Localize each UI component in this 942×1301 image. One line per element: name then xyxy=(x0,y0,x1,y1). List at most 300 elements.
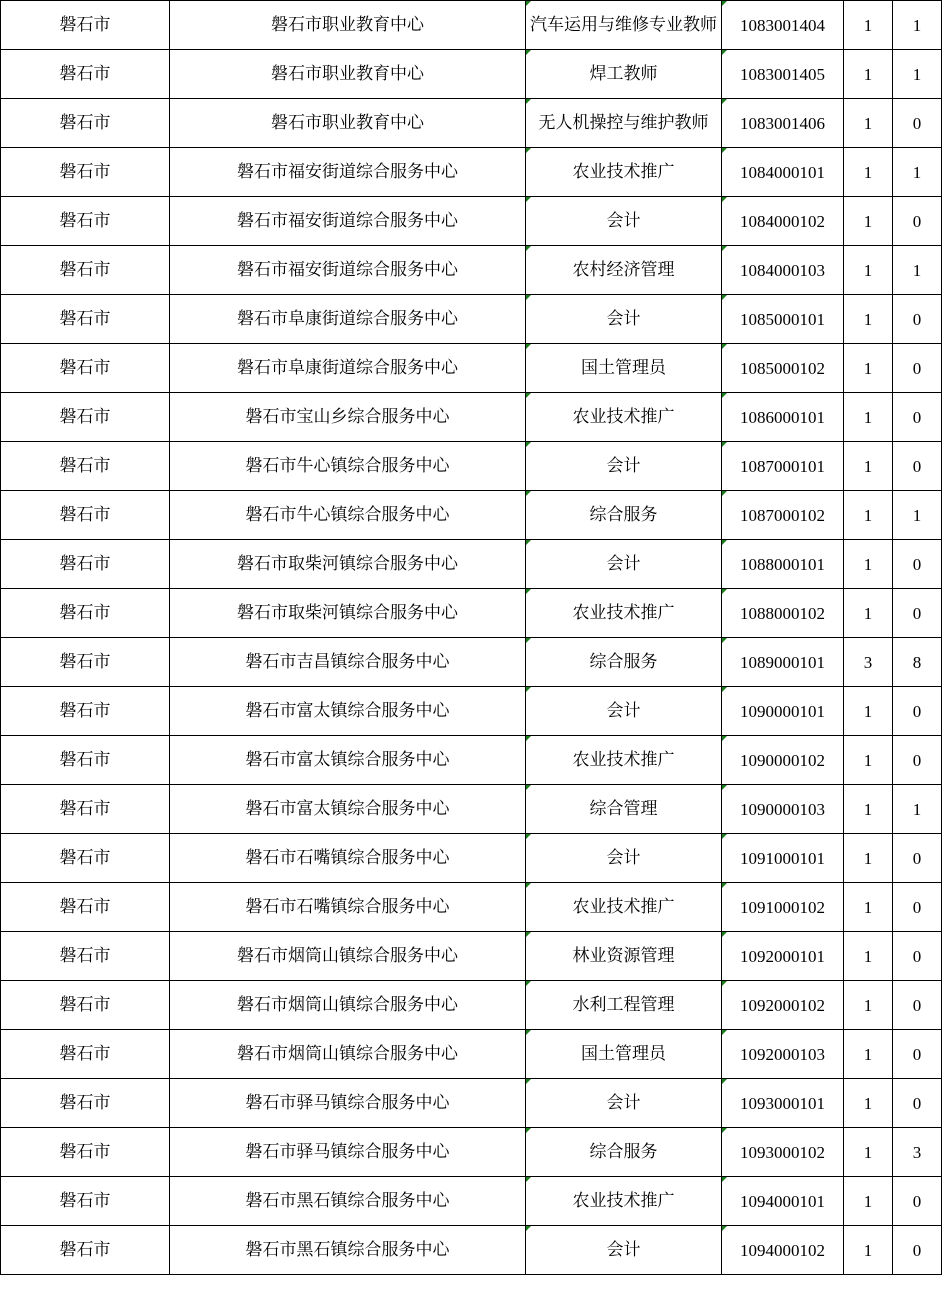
city-cell xyxy=(1,1030,170,1079)
unit-cell xyxy=(170,148,526,197)
position-cell xyxy=(526,834,722,883)
city-cell-text: 磐石市 xyxy=(59,847,111,868)
position-cell xyxy=(526,1,722,50)
cell-indicator-marker xyxy=(722,638,727,643)
plan-count-cell-text: 1 xyxy=(863,113,873,133)
unit-cell xyxy=(170,246,526,295)
city-cell-text: 磐石市 xyxy=(59,504,111,525)
unit-cell-text: 磐石市宝山乡综合服务中心 xyxy=(245,406,450,427)
plan-count-cell xyxy=(844,1177,893,1226)
applicant-count-cell xyxy=(893,99,942,148)
cell-indicator-marker xyxy=(526,197,531,202)
unit-cell xyxy=(170,295,526,344)
unit-cell xyxy=(170,932,526,981)
unit-cell-text: 磐石市富太镇综合服务中心 xyxy=(245,700,450,721)
city-cell xyxy=(1,981,170,1030)
position-cell-text: 综合服务 xyxy=(589,1141,658,1162)
applicant-count-cell-text: 0 xyxy=(912,603,922,623)
applicant-count-cell xyxy=(893,197,942,246)
position-cell-text: 会计 xyxy=(606,1092,641,1113)
cell-indicator-marker xyxy=(722,50,727,55)
unit-cell xyxy=(170,1128,526,1177)
position-code-cell xyxy=(722,1128,844,1177)
plan-count-cell xyxy=(844,1079,893,1128)
city-cell xyxy=(1,638,170,687)
unit-cell-text: 磐石市吉昌镇综合服务中心 xyxy=(245,651,450,672)
position-cell-text: 会计 xyxy=(606,308,641,329)
table-row xyxy=(1,295,942,344)
position-cell-text: 农村经济管理 xyxy=(572,259,675,280)
position-cell xyxy=(526,295,722,344)
city-cell xyxy=(1,50,170,99)
position-code-cell xyxy=(722,785,844,834)
position-cell-text: 综合管理 xyxy=(589,798,658,819)
unit-cell xyxy=(170,50,526,99)
plan-count-cell xyxy=(844,393,893,442)
position-code-cell-text: 1091000102 xyxy=(740,897,825,917)
applicant-count-cell xyxy=(893,1128,942,1177)
cell-indicator-marker xyxy=(526,344,531,349)
position-code-cell-text: 1093000101 xyxy=(740,1093,825,1113)
city-cell xyxy=(1,736,170,785)
position-code-cell-text: 1094000102 xyxy=(740,1240,825,1260)
cell-indicator-marker xyxy=(526,589,531,594)
city-cell-text: 磐石市 xyxy=(59,553,111,574)
position-code-cell xyxy=(722,295,844,344)
cell-indicator-marker xyxy=(526,736,531,741)
applicant-count-cell-text: 0 xyxy=(912,750,922,770)
plan-count-cell-text: 1 xyxy=(863,211,873,231)
city-cell xyxy=(1,1079,170,1128)
table-row xyxy=(1,197,942,246)
unit-cell xyxy=(170,1177,526,1226)
cell-indicator-marker xyxy=(526,1030,531,1035)
position-code-cell xyxy=(722,589,844,638)
position-code-cell-text: 1086000101 xyxy=(740,407,825,427)
position-cell-text: 综合服务 xyxy=(589,504,658,525)
position-code-cell-text: 1087000101 xyxy=(740,456,825,476)
city-cell-text: 磐石市 xyxy=(59,749,111,770)
table-row xyxy=(1,99,942,148)
position-code-cell-text: 1090000101 xyxy=(740,701,825,721)
cell-indicator-marker xyxy=(722,736,727,741)
position-cell-text: 农业技术推广 xyxy=(572,161,675,182)
position-code-cell-text: 1093000102 xyxy=(740,1142,825,1162)
position-code-cell xyxy=(722,50,844,99)
plan-count-cell-text: 1 xyxy=(863,946,873,966)
position-cell xyxy=(526,785,722,834)
applicant-count-cell xyxy=(893,785,942,834)
applicant-count-cell-text: 1 xyxy=(912,260,922,280)
cell-indicator-marker xyxy=(722,99,727,104)
position-code-cell-text: 1092000101 xyxy=(740,946,825,966)
unit-cell-text: 磐石市取柴河镇综合服务中心 xyxy=(237,602,458,623)
city-cell xyxy=(1,99,170,148)
applicant-count-cell-text: 1 xyxy=(912,15,922,35)
city-cell xyxy=(1,1177,170,1226)
applicant-count-cell xyxy=(893,687,942,736)
city-cell xyxy=(1,148,170,197)
unit-cell xyxy=(170,687,526,736)
position-code-cell xyxy=(722,834,844,883)
unit-cell-text: 磐石市牛心镇综合服务中心 xyxy=(245,504,450,525)
applicant-count-cell-text: 1 xyxy=(912,64,922,84)
plan-count-cell xyxy=(844,1,893,50)
table-row xyxy=(1,50,942,99)
cell-indicator-marker xyxy=(526,50,531,55)
table-row xyxy=(1,589,942,638)
applicant-count-cell-text: 0 xyxy=(912,701,922,721)
position-code-cell xyxy=(722,491,844,540)
position-cell xyxy=(526,246,722,295)
position-code-cell xyxy=(722,197,844,246)
applicant-count-cell xyxy=(893,1226,942,1275)
applicant-count-cell-text: 0 xyxy=(912,848,922,868)
position-code-cell-text: 1085000101 xyxy=(740,309,825,329)
applicant-count-cell-text: 0 xyxy=(912,1191,922,1211)
cell-indicator-marker xyxy=(722,197,727,202)
position-cell xyxy=(526,638,722,687)
position-cell xyxy=(526,197,722,246)
city-cell-text: 磐石市 xyxy=(59,994,111,1015)
applicant-count-cell xyxy=(893,442,942,491)
cell-indicator-marker xyxy=(722,834,727,839)
city-cell-text: 磐石市 xyxy=(59,1141,111,1162)
cell-indicator-marker xyxy=(526,883,531,888)
position-cell xyxy=(526,540,722,589)
applicant-count-cell xyxy=(893,393,942,442)
table-body xyxy=(1,1,942,1275)
plan-count-cell xyxy=(844,99,893,148)
cell-indicator-marker xyxy=(722,1,727,6)
cell-indicator-marker xyxy=(526,148,531,153)
city-cell xyxy=(1,1226,170,1275)
plan-count-cell-text: 1 xyxy=(863,456,873,476)
applicant-count-cell-text: 3 xyxy=(912,1142,922,1162)
position-cell-text: 会计 xyxy=(606,1239,641,1260)
cell-indicator-marker xyxy=(526,638,531,643)
position-cell-text: 农业技术推广 xyxy=(572,1190,675,1211)
plan-count-cell xyxy=(844,246,893,295)
plan-count-cell xyxy=(844,1128,893,1177)
city-cell-text: 磐石市 xyxy=(59,357,111,378)
position-cell-text: 农业技术推广 xyxy=(572,749,675,770)
position-cell xyxy=(526,148,722,197)
cell-indicator-marker xyxy=(722,785,727,790)
applicant-count-cell-text: 1 xyxy=(912,799,922,819)
position-code-cell xyxy=(722,638,844,687)
applicant-count-cell xyxy=(893,540,942,589)
plan-count-cell xyxy=(844,295,893,344)
city-cell xyxy=(1,540,170,589)
plan-count-cell-text: 1 xyxy=(863,260,873,280)
cell-indicator-marker xyxy=(722,491,727,496)
unit-cell-text: 磐石市福安街道综合服务中心 xyxy=(237,210,458,231)
city-cell-text: 磐石市 xyxy=(59,210,111,231)
city-cell xyxy=(1,589,170,638)
unit-cell-text: 磐石市烟筒山镇综合服务中心 xyxy=(237,1043,458,1064)
table-row xyxy=(1,1,942,50)
table-row xyxy=(1,883,942,932)
city-cell-text: 磐石市 xyxy=(59,406,111,427)
table-row xyxy=(1,246,942,295)
plan-count-cell xyxy=(844,981,893,1030)
applicant-count-cell-text: 0 xyxy=(912,946,922,966)
unit-cell-text: 磐石市黑石镇综合服务中心 xyxy=(245,1190,450,1211)
unit-cell-text: 磐石市驿马镇综合服务中心 xyxy=(245,1141,450,1162)
cell-indicator-marker xyxy=(722,1128,727,1133)
table-row xyxy=(1,442,942,491)
position-code-cell-text: 1088000102 xyxy=(740,603,825,623)
plan-count-cell xyxy=(844,638,893,687)
position-cell-text: 国土管理员 xyxy=(581,357,666,378)
position-code-cell-text: 1087000102 xyxy=(740,505,825,525)
position-code-cell xyxy=(722,344,844,393)
position-code-cell-text: 1090000102 xyxy=(740,750,825,770)
position-code-cell-text: 1083001406 xyxy=(740,113,825,133)
position-code-cell xyxy=(722,981,844,1030)
applicant-count-cell xyxy=(893,491,942,540)
unit-cell xyxy=(170,344,526,393)
position-cell xyxy=(526,1177,722,1226)
unit-cell-text: 磐石市石嘴镇综合服务中心 xyxy=(245,896,450,917)
position-cell xyxy=(526,687,722,736)
position-code-cell-text: 1084000103 xyxy=(740,260,825,280)
applicant-count-cell xyxy=(893,50,942,99)
city-cell-text: 磐石市 xyxy=(59,1190,111,1211)
position-cell xyxy=(526,589,722,638)
city-cell xyxy=(1,491,170,540)
position-cell xyxy=(526,99,722,148)
position-cell-text: 农业技术推广 xyxy=(572,896,675,917)
position-cell xyxy=(526,344,722,393)
position-cell-text: 无人机操控与维护教师 xyxy=(538,112,709,133)
table-row xyxy=(1,638,942,687)
position-code-cell xyxy=(722,148,844,197)
cell-indicator-marker xyxy=(526,540,531,545)
plan-count-cell xyxy=(844,1226,893,1275)
unit-cell xyxy=(170,736,526,785)
plan-count-cell xyxy=(844,148,893,197)
position-cell xyxy=(526,1226,722,1275)
table-row xyxy=(1,834,942,883)
cell-indicator-marker xyxy=(526,834,531,839)
position-code-cell-text: 1094000101 xyxy=(740,1191,825,1211)
cell-indicator-marker xyxy=(722,932,727,937)
unit-cell xyxy=(170,393,526,442)
applicant-count-cell xyxy=(893,295,942,344)
position-code-cell-text: 1088000101 xyxy=(740,554,825,574)
position-cell-text: 会计 xyxy=(606,553,641,574)
position-code-cell-text: 1083001405 xyxy=(740,64,825,84)
table-row xyxy=(1,148,942,197)
cell-indicator-marker xyxy=(526,1226,531,1231)
city-cell-text: 磐石市 xyxy=(59,455,111,476)
city-cell-text: 磐石市 xyxy=(59,945,111,966)
unit-cell-text: 磐石市黑石镇综合服务中心 xyxy=(245,1239,450,1260)
plan-count-cell xyxy=(844,50,893,99)
plan-count-cell-text: 1 xyxy=(863,799,873,819)
cell-indicator-marker xyxy=(722,540,727,545)
cell-indicator-marker xyxy=(722,1177,727,1182)
applicant-count-cell xyxy=(893,883,942,932)
position-cell-text: 综合服务 xyxy=(589,651,658,672)
city-cell-text: 磐石市 xyxy=(59,896,111,917)
unit-cell xyxy=(170,1079,526,1128)
position-cell xyxy=(526,1079,722,1128)
applicant-count-cell-text: 0 xyxy=(912,309,922,329)
position-code-cell-text: 1092000102 xyxy=(740,995,825,1015)
applicant-count-cell xyxy=(893,834,942,883)
city-cell-text: 磐石市 xyxy=(59,161,111,182)
unit-cell xyxy=(170,540,526,589)
position-cell-text: 会计 xyxy=(606,700,641,721)
position-code-cell-text: 1092000103 xyxy=(740,1044,825,1064)
position-cell xyxy=(526,1030,722,1079)
plan-count-cell-text: 1 xyxy=(863,162,873,182)
applicant-count-cell-text: 0 xyxy=(912,1044,922,1064)
unit-cell xyxy=(170,883,526,932)
unit-cell-text: 磐石市阜康街道综合服务中心 xyxy=(237,357,458,378)
cell-indicator-marker xyxy=(526,981,531,986)
cell-indicator-marker xyxy=(526,785,531,790)
unit-cell-text: 磐石市烟筒山镇综合服务中心 xyxy=(237,994,458,1015)
unit-cell-text: 磐石市职业教育中心 xyxy=(271,112,424,133)
plan-count-cell-text: 1 xyxy=(863,64,873,84)
position-cell-text: 水利工程管理 xyxy=(572,994,675,1015)
city-cell xyxy=(1,393,170,442)
cell-indicator-marker xyxy=(526,1079,531,1084)
position-code-cell xyxy=(722,736,844,785)
city-cell-text: 磐石市 xyxy=(59,602,111,623)
table-row xyxy=(1,785,942,834)
city-cell-text: 磐石市 xyxy=(59,1239,111,1260)
cell-indicator-marker xyxy=(722,883,727,888)
plan-count-cell xyxy=(844,736,893,785)
plan-count-cell xyxy=(844,785,893,834)
applicant-count-cell-text: 0 xyxy=(912,456,922,476)
city-cell-text: 磐石市 xyxy=(59,798,111,819)
unit-cell xyxy=(170,834,526,883)
unit-cell-text: 磐石市阜康街道综合服务中心 xyxy=(237,308,458,329)
unit-cell xyxy=(170,638,526,687)
plan-count-cell xyxy=(844,883,893,932)
unit-cell-text: 磐石市取柴河镇综合服务中心 xyxy=(237,553,458,574)
city-cell-text: 磐石市 xyxy=(59,651,111,672)
city-cell xyxy=(1,1,170,50)
applicant-count-cell-text: 0 xyxy=(912,358,922,378)
applicant-count-cell xyxy=(893,981,942,1030)
position-cell-text: 农业技术推广 xyxy=(572,602,675,623)
cell-indicator-marker xyxy=(526,687,531,692)
cell-indicator-marker xyxy=(722,687,727,692)
position-cell-text: 林业资源管理 xyxy=(572,945,675,966)
position-cell-text: 汽车运用与维修专业教师 xyxy=(530,14,717,35)
plan-count-cell-text: 1 xyxy=(863,15,873,35)
plan-count-cell-text: 1 xyxy=(863,750,873,770)
city-cell xyxy=(1,295,170,344)
table-row xyxy=(1,1079,942,1128)
applicant-count-cell xyxy=(893,344,942,393)
unit-cell-text: 磐石市职业教育中心 xyxy=(271,63,424,84)
plan-count-cell xyxy=(844,344,893,393)
position-cell xyxy=(526,883,722,932)
table-row xyxy=(1,1177,942,1226)
unit-cell-text: 磐石市驿马镇综合服务中心 xyxy=(245,1092,450,1113)
table-row xyxy=(1,393,942,442)
position-cell xyxy=(526,932,722,981)
unit-cell xyxy=(170,589,526,638)
plan-count-cell-text: 1 xyxy=(863,1240,873,1260)
unit-cell xyxy=(170,197,526,246)
position-code-cell xyxy=(722,246,844,295)
unit-cell-text: 磐石市烟筒山镇综合服务中心 xyxy=(237,945,458,966)
plan-count-cell-text: 1 xyxy=(863,701,873,721)
cell-indicator-marker xyxy=(722,393,727,398)
position-code-cell xyxy=(722,883,844,932)
cell-indicator-marker xyxy=(526,491,531,496)
plan-count-cell-text: 1 xyxy=(863,309,873,329)
position-code-cell xyxy=(722,1226,844,1275)
cell-indicator-marker xyxy=(722,148,727,153)
position-code-cell xyxy=(722,932,844,981)
cell-indicator-marker xyxy=(526,442,531,447)
cell-indicator-marker xyxy=(722,1030,727,1035)
cell-indicator-marker xyxy=(526,1,531,6)
unit-cell-text: 磐石市福安街道综合服务中心 xyxy=(237,259,458,280)
city-cell-text: 磐石市 xyxy=(59,63,111,84)
plan-count-cell-text: 1 xyxy=(863,1044,873,1064)
plan-count-cell xyxy=(844,589,893,638)
position-cell xyxy=(526,1128,722,1177)
cell-indicator-marker xyxy=(526,1177,531,1182)
plan-count-cell-text: 1 xyxy=(863,358,873,378)
city-cell xyxy=(1,197,170,246)
applicant-count-cell-text: 8 xyxy=(912,652,922,672)
table-row xyxy=(1,540,942,589)
applicant-count-cell xyxy=(893,638,942,687)
position-code-cell-text: 1083001404 xyxy=(740,15,825,35)
position-cell xyxy=(526,50,722,99)
applicant-count-cell-text: 1 xyxy=(912,505,922,525)
city-cell xyxy=(1,834,170,883)
plan-count-cell xyxy=(844,197,893,246)
plan-count-cell xyxy=(844,540,893,589)
plan-count-cell-text: 1 xyxy=(863,505,873,525)
cell-indicator-marker xyxy=(722,295,727,300)
cell-indicator-marker xyxy=(526,1128,531,1133)
position-code-cell-text: 1089000101 xyxy=(740,652,825,672)
applicant-count-cell-text: 0 xyxy=(912,211,922,231)
position-cell xyxy=(526,736,722,785)
city-cell xyxy=(1,442,170,491)
position-code-cell xyxy=(722,1177,844,1226)
unit-cell xyxy=(170,99,526,148)
applicant-count-cell xyxy=(893,589,942,638)
cell-indicator-marker xyxy=(722,1226,727,1231)
city-cell xyxy=(1,344,170,393)
city-cell xyxy=(1,785,170,834)
applicant-count-cell xyxy=(893,1030,942,1079)
position-cell-text: 会计 xyxy=(606,455,641,476)
applicant-count-cell-text: 0 xyxy=(912,1093,922,1113)
position-code-cell xyxy=(722,442,844,491)
position-code-cell-text: 1085000102 xyxy=(740,358,825,378)
plan-count-cell-text: 1 xyxy=(863,603,873,623)
cell-indicator-marker xyxy=(722,246,727,251)
applicant-count-cell xyxy=(893,148,942,197)
applicant-count-cell-text: 0 xyxy=(912,113,922,133)
